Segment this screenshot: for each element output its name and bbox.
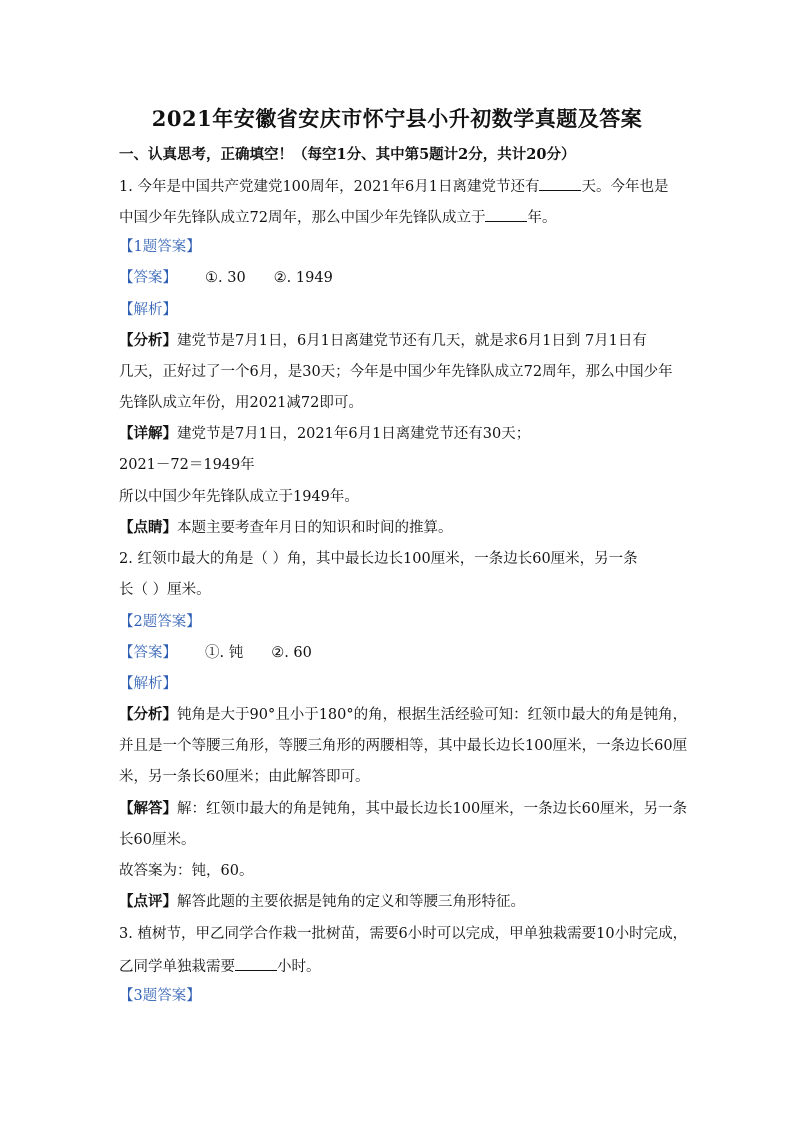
analysis-line-1 bbox=[119, 705, 688, 725]
section-heading: 一、认真思考，正确填空！（每空1分、其中第5题计2分，共计20分） bbox=[119, 146, 576, 163]
question-1-text-c: 中国少年先锋队成立72周年，那么中国少年先锋队成立于 bbox=[119, 210, 486, 226]
answer-blank bbox=[539, 175, 581, 191]
question-2-line-2: 长（ ）厘米。 bbox=[119, 582, 211, 598]
question-3-text-a: 乙同学单独栽需要 bbox=[119, 959, 235, 975]
detail-text: 建党节是7月1日，2021年6月1日离建党节还有30天； bbox=[177, 426, 531, 442]
answer-label: 【答案】 bbox=[119, 645, 177, 661]
answer-value-1: ①. 30 bbox=[205, 270, 246, 286]
solution-line-1 bbox=[119, 799, 688, 819]
analysis-line-2: 并且是一个等腰三角形，等腰三角形的两腰相等，其中最长边长100厘米，一条边长60厘 bbox=[119, 738, 688, 754]
question-3-line-1: 3. 植树节，甲乙同学合作栽一批树苗，需要6小时可以完成，甲单独栽需要10小时完成， bbox=[119, 926, 688, 942]
answer-value-2: ②. 60 bbox=[271, 645, 312, 661]
question-1-text-d: 年。 bbox=[527, 210, 557, 226]
question-1-text-a: 1. 今年是中国共产党建党100周年，2021年6月1日离建党节还有 bbox=[119, 179, 540, 195]
key-point-label: 【点睛】 bbox=[119, 519, 177, 536]
answer-line-1 bbox=[119, 268, 679, 288]
analysis-text: 建党节是7月1日，6月1日离建党节还有几天，就是求6月1日到 7月1日有 bbox=[177, 333, 647, 349]
answer-label: 【答案】 bbox=[119, 270, 177, 286]
solution-line-2: 长60厘米。 bbox=[119, 832, 196, 848]
analysis-text: 钝角是大于90°且小于180°的角，根据生活经验可知：红领巾最大的角是钝角， bbox=[177, 707, 688, 723]
comment-text: 解答此题的主要依据是钝角的定义和等腰三角形特征。 bbox=[177, 894, 525, 910]
answer-header-3: 【3题答案】 bbox=[119, 988, 201, 1004]
question-2-line-1: 2. 红领巾最大的角是（ ）角，其中最长边长100厘米，一条边长60厘米，另一条 bbox=[119, 551, 638, 567]
key-point-text: 本题主要考查年月日的知识和时间的推算。 bbox=[177, 520, 453, 536]
calculation-line: 2021－72＝1949年 bbox=[119, 457, 255, 473]
analysis-line-2: 几天，正好过了一个6月，是30天；今年是中国少年先锋队成立72周年，那么中国少年 bbox=[119, 364, 673, 380]
answer-header-1: 【1题答案】 bbox=[119, 239, 201, 255]
analysis-line-3: 先锋队成立年份，用2021减72即可。 bbox=[119, 395, 363, 411]
comment-line bbox=[119, 892, 679, 912]
analysis-label: 【分析】 bbox=[119, 706, 177, 723]
answer-header-2: 【2题答案】 bbox=[119, 614, 201, 630]
question-1-text-b: 天。今年也是 bbox=[581, 179, 669, 195]
question-1-line-1 bbox=[119, 175, 679, 197]
answer-blank bbox=[235, 955, 277, 971]
analysis-line-1 bbox=[119, 331, 679, 351]
analysis-header-1: 【解析】 bbox=[119, 302, 177, 318]
answer-value-1: ①. 钝 bbox=[205, 645, 244, 661]
comment-label: 【点评】 bbox=[119, 893, 177, 910]
detail-line-1 bbox=[119, 424, 679, 444]
solution-text: 解：红领巾最大的角是钝角，其中最长边长100厘米，一条边长60厘米，另一条 bbox=[177, 801, 688, 817]
analysis-label: 【分析】 bbox=[119, 332, 177, 349]
solution-label: 【解答】 bbox=[119, 800, 177, 817]
detail-label: 【详解】 bbox=[119, 425, 177, 442]
key-point-line bbox=[119, 518, 679, 538]
answer-blank bbox=[485, 206, 527, 222]
question-3-line-2 bbox=[119, 955, 679, 977]
page-title: 2021年安徽省安庆市怀宁县小升初数学真题及答案 bbox=[151, 106, 643, 131]
question-1-line-2 bbox=[119, 206, 679, 228]
answer-line-2 bbox=[119, 643, 679, 663]
analysis-header-2: 【解析】 bbox=[119, 676, 177, 692]
analysis-line-3: 米，另一条长60厘米；由此解答即可。 bbox=[119, 769, 370, 785]
final-answer-line: 故答案为：钝，60。 bbox=[119, 863, 254, 879]
conclusion-line: 所以中国少年先锋队成立于1949年。 bbox=[119, 489, 359, 505]
question-3-text-b: 小时。 bbox=[277, 959, 321, 975]
answer-value-2: ②. 1949 bbox=[273, 270, 333, 286]
